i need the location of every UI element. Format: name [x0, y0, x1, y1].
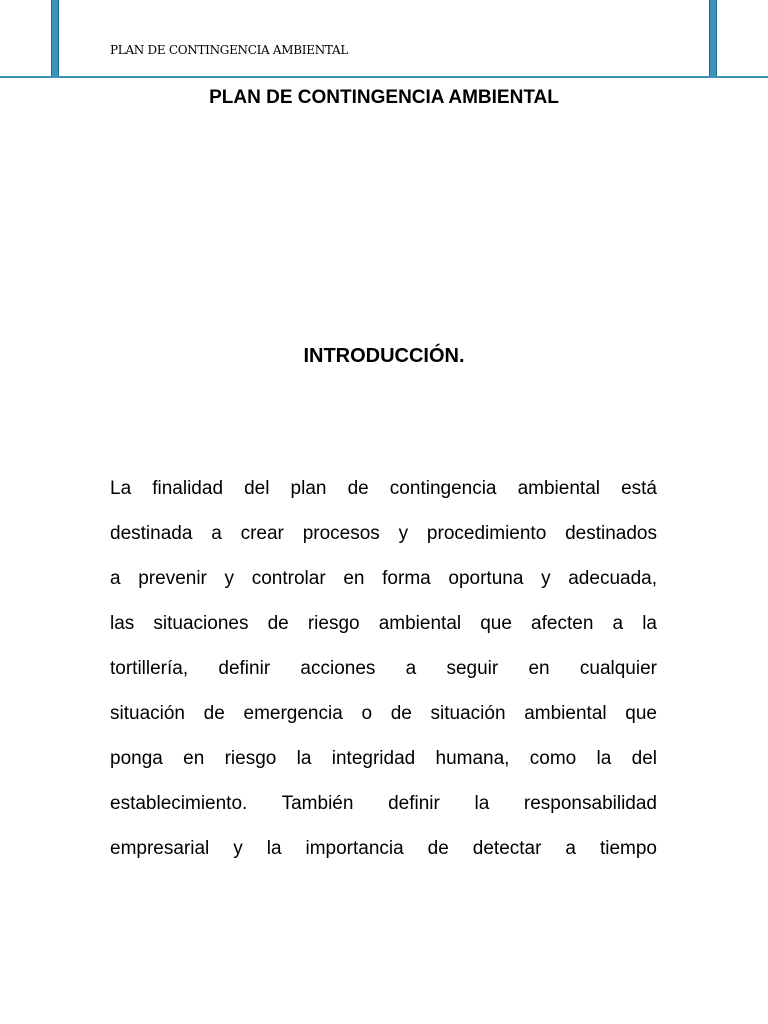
paragraph-line: situación de emergencia o de situación ambiental que	[110, 703, 657, 724]
paragraph-line: empresarial y la importancia de detectar a tiempo	[110, 838, 657, 859]
introduction-paragraph	[110, 466, 657, 871]
paragraph-line: establecimiento. También definir la responsabilidad	[110, 793, 657, 814]
paragraph-line: las situaciones de riesgo ambiental que afecten a la	[110, 613, 657, 634]
paragraph-line: destinada a crear procesos y procedimiento destinados	[110, 523, 657, 544]
header-divider	[0, 76, 768, 78]
paragraph-line: tortillería, definir acciones a seguir en cualquier	[110, 658, 657, 679]
running-header: PLAN DE CONTINGENCIA AMBIENTAL	[110, 43, 348, 57]
section-heading: INTRODUCCIÓN.	[303, 345, 465, 367]
header-left-bar	[51, 0, 59, 77]
paragraph-line: a prevenir y controlar en forma oportuna y adecuada,	[110, 568, 657, 589]
paragraph-line: La finalidad del plan de contingencia ambiental está	[110, 478, 657, 499]
header-right-bar	[709, 0, 717, 77]
paragraph-line: ponga en riesgo la integridad humana, como la del	[110, 748, 657, 769]
document-title: PLAN DE CONTINGENCIA AMBIENTAL	[209, 87, 559, 108]
